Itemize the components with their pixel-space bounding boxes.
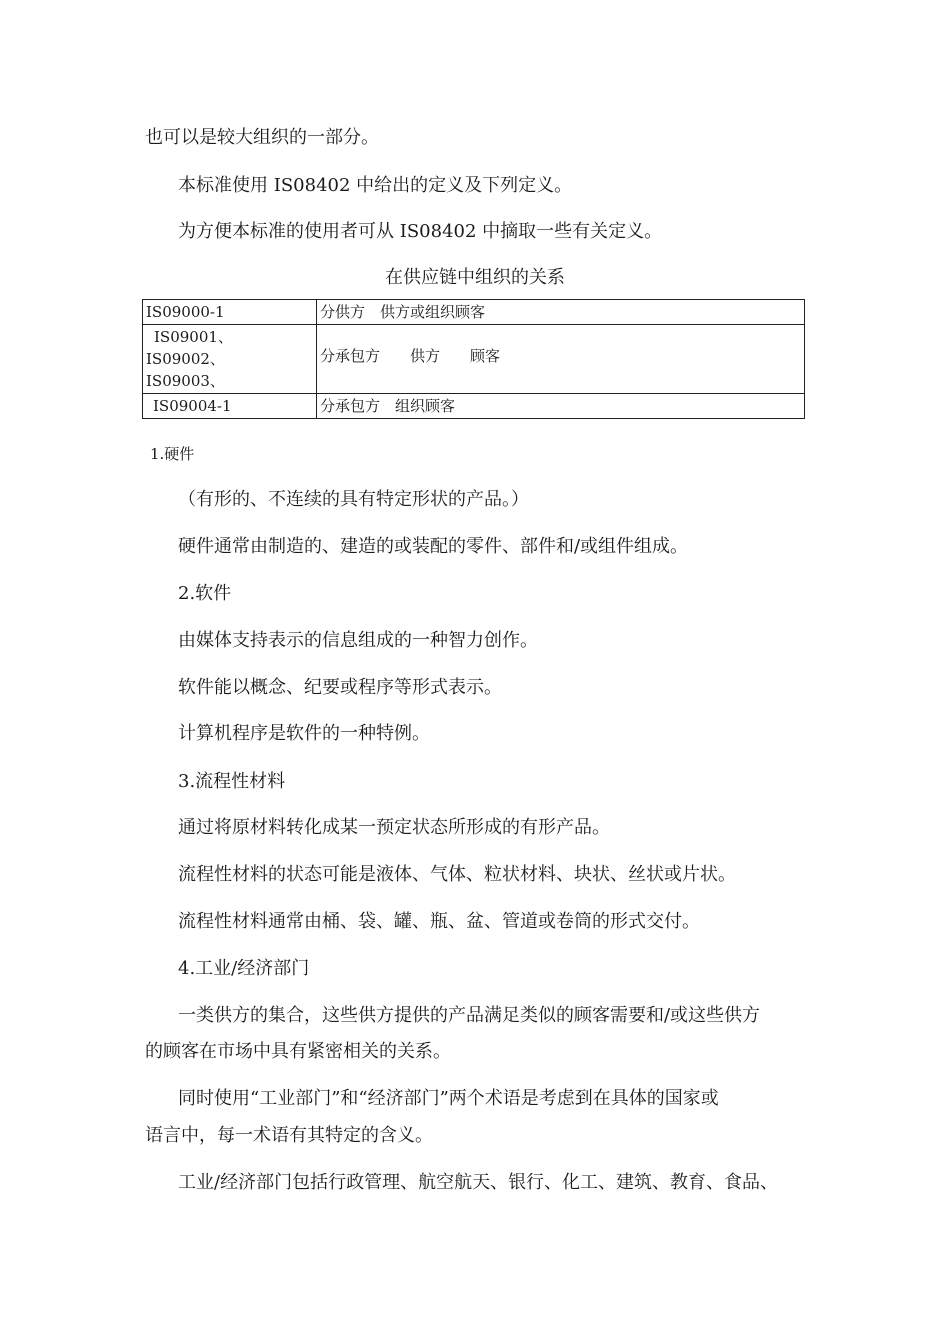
paragraph: 软件能以概念、纪要或程序等形式表示。 (178, 677, 502, 698)
paragraph: 语言中，每一术语有其特定的含义。 (145, 1125, 433, 1146)
paragraph: 由媒体支持表示的信息组成的一种智力创作。 (178, 630, 538, 651)
table-row (143, 394, 805, 419)
table-cell-relation: 分承包方 供方 顾客 (317, 325, 805, 394)
table-cell-relation: 分供方 供方或组织顾客 (317, 300, 805, 325)
supply-chain-table (142, 299, 805, 419)
table-cell-standard: IS09000-1 (143, 300, 317, 325)
paragraph: 通过将原材料转化成某一预定状态所形成的有形产品。 (178, 817, 610, 838)
standard-line: IS09001、 (154, 328, 233, 346)
paragraph: 计算机程序是软件的一种特例。 (178, 723, 430, 744)
paragraph: 一类供方的集合，这些供方提供的产品满足类似的顾客需要和/或这些供方 (178, 1005, 761, 1026)
table-row (143, 300, 805, 325)
paragraph: 也可以是较大组织的一部分。 (145, 127, 379, 148)
section-heading-hardware: 1.硬件 (150, 445, 195, 463)
section-heading-process: 3.流程性材料 (178, 771, 286, 792)
paragraph: 的顾客在市场中具有紧密相关的关系。 (145, 1041, 451, 1062)
paragraph: 为方便本标准的使用者可从 IS08402 中摘取一些有关定义。 (178, 221, 663, 242)
paragraph: 本标准使用 IS08402 中给出的定义及下列定义。 (178, 175, 573, 196)
table-cell-standard (143, 325, 317, 394)
paragraph: 同时使用“工业部门”和“经济部门”两个术语是考虑到在具体的国家或 (178, 1088, 719, 1109)
section-heading-sector: 4.工业/经济部门 (178, 958, 310, 979)
standard-line: IS09002、 (146, 350, 225, 368)
table-caption: 在供应链中组织的关系 (385, 267, 565, 288)
standard-line: IS09003、 (146, 372, 225, 390)
table-cell-standard: IS09004-1 (143, 394, 317, 419)
table-cell-relation: 分承包方 组织顾客 (317, 394, 805, 419)
paragraph: （有形的、不连续的具有特定形状的产品。） (178, 489, 529, 510)
table-row (143, 325, 805, 394)
paragraph: 流程性材料的状态可能是液体、气体、粒状材料、块状、丝状或片状。 (178, 864, 736, 885)
paragraph: 流程性材料通常由桶、袋、罐、瓶、盆、管道或卷筒的形式交付。 (178, 911, 700, 932)
paragraph: 工业/经济部门包括行政管理、航空航天、银行、化工、建筑、教育、食品、 (178, 1172, 779, 1193)
paragraph: 硬件通常由制造的、建造的或装配的零件、部件和/或组件组成。 (178, 536, 689, 557)
section-heading-software: 2.软件 (178, 583, 232, 604)
